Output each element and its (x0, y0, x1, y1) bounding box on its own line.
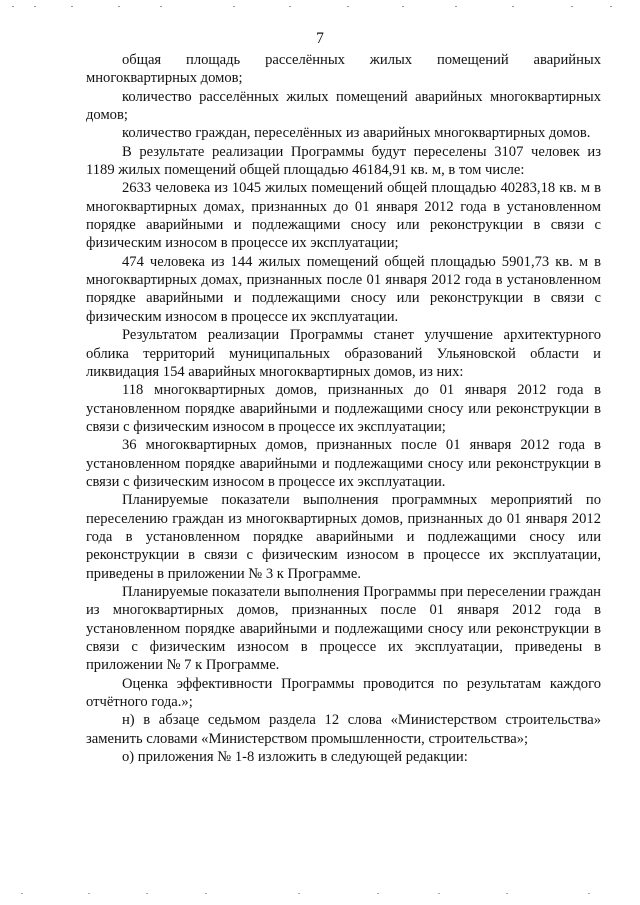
paragraph-architecture-result: Результатом реализации Программы станет улучшение архитектурного облика территорий муниципальных образований Ульяновской области и ликвидация 154 аварийных многоквартирных домов, из них: (86, 327, 601, 380)
paragraph-after-2012-houses: 36 многоквартирных домов, признанных после 01 января 2012 года в установленном порядке аварийными и подлежащими сносу или реконструкции в связи с физическим износом в процессе их эксплуатации. (86, 437, 601, 490)
paragraph-before-2012-houses: 118 многоквартирных домов, признанных до 01 января 2012 года в установленном порядке аварийными и подлежащими сносу или реконструкции в связи с физическим износом в процессе их эксплуатации; (86, 382, 601, 435)
paragraph-amendment-n: н) в абзаце седьмом раздела 12 слова «Министерством строительства» заменить словами «Министерством промышленности, строительства»; (86, 712, 601, 747)
paragraph-indicator-citizens-count: количество граждан, переселённых из аварийных многоквартирных домов. (122, 125, 591, 142)
document-body (86, 51, 601, 766)
paragraph-appendix-7-reference: Планируемые показатели выполнения Программы при переселении граждан из многоквартирных домов, признанных после 01 января 2012 года в установленном порядке аварийными и подлежащими сносу или реконструкции в связи с физическим износом в процессе их эксплуатации, приведены в приложении № 7 к Программе. (86, 583, 601, 674)
scan-artifact-bottom (0, 893, 640, 897)
paragraph-indicator-area: общая площадь расселённых жилых помещений аварийных многоквартирных домов; (86, 52, 601, 87)
paragraph-before-2012-residents: 2633 человека из 1045 жилых помещений общей площадью 40283,18 кв. м в многоквартирных домах, признанных до 01 января 2012 года в установленном порядке аварийными и подлежащими сносу или реконструкции в связи с физическим износом в процессе их эксплуатации; (86, 180, 601, 252)
scan-artifact-top (0, 6, 640, 10)
paragraph-efficiency-evaluation: Оценка эффективности Программы проводится по результатам каждого отчётного года.»; (86, 675, 601, 711)
page-number: 7 (316, 30, 324, 47)
paragraph-appendix-3-reference: Планируемые показатели выполнения программных мероприятий по переселению граждан из многоквартирных домов, признанных до 01 января 2012 года в установленном порядке аварийными и подлежащими сносу или реконструкции в связи с физическим износом в процессе их эксплуатации, приведены в приложении № 3 к Программе. (86, 492, 601, 582)
paragraph-after-2012-residents: 474 человека из 144 жилых помещений общей площадью 5901,73 кв. м в многоквартирных домах, признанных после 01 января 2012 года в установленном порядке аварийными и подлежащими сносу или реконструкции в связи с физическим износом в процессе их эксплуатации. (86, 253, 601, 325)
paragraph-amendment-o: о) приложения № 1-8 изложить в следующей редакции: (122, 749, 468, 766)
paragraph-program-results: В результате реализации Программы будут переселены 3107 человек из 1189 жилых помещений общей площадью 46184,91 кв. м, в том числе: (86, 143, 601, 179)
paragraph-indicator-premises-count: количество расселённых жилых помещений аварийных многоквартирных домов; (86, 88, 601, 124)
